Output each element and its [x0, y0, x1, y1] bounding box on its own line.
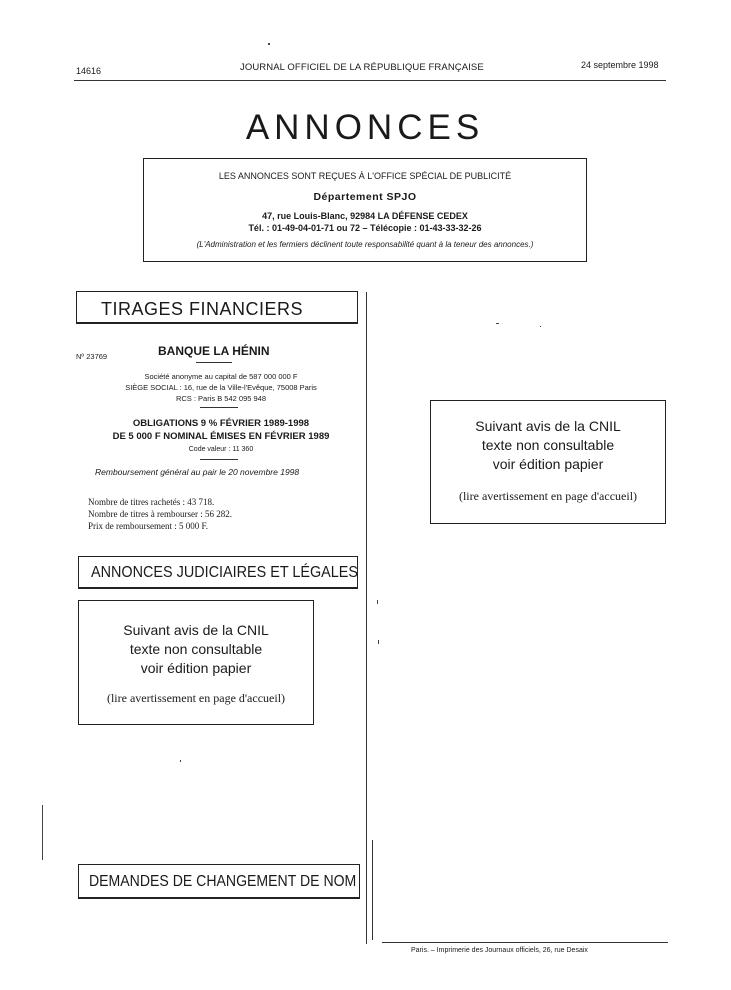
cnil-notice-box	[430, 400, 666, 524]
company-name: BANQUE LA HÉNIN	[158, 344, 270, 358]
cnil-note: (lire avertissement en page d'accueil)	[458, 489, 638, 503]
section-heading-financial	[76, 291, 358, 324]
footer-rule	[382, 942, 668, 943]
journal-title: JOURNAL OFFICIEL DE LA RÉPUBLIQUE FRANÇAISE	[240, 62, 484, 73]
cnil-line: texte non consultable	[481, 437, 615, 453]
issue-date: 24 septembre 1998	[581, 60, 659, 70]
cnil-line: Suivant avis de la CNIL	[123, 622, 269, 638]
separator	[200, 407, 238, 408]
cnil-line: voir édition papier	[492, 456, 604, 472]
stat-bought: Nombre de titres rachetés : 43 718.	[88, 497, 215, 507]
scan-speck	[540, 326, 541, 327]
page-number: 14616	[76, 66, 102, 76]
company-capital: Société anonyme au capital de 587 000 000 F	[144, 372, 298, 381]
stat-to-repay: Nombre de titres à rembourser : 56 282.	[88, 509, 232, 519]
company-rcs: RCS : Paris B 542 095 948	[175, 394, 267, 403]
company-underline	[196, 362, 232, 363]
stat-price: Prix de remboursement : 5 000 F.	[88, 521, 209, 531]
scan-speck	[378, 640, 379, 644]
bonds-code: Code valeur : 11 360	[188, 446, 254, 453]
scan-speck	[377, 600, 378, 604]
scan-speck	[42, 805, 43, 860]
separator	[200, 459, 238, 460]
bonds-title: OBLIGATIONS 9 % FÉVRIER 1989-1998	[132, 418, 310, 429]
scan-speck	[268, 43, 270, 45]
column-divider-right	[372, 840, 373, 940]
scan-speck	[180, 760, 181, 762]
address: 47, rue Louis-Blanc, 92984 LA DÉFENSE CEDEX	[262, 211, 468, 221]
cnil-note: (lire avertissement en page d'accueil)	[106, 691, 286, 705]
section-heading-name-change	[78, 864, 360, 899]
disclaimer: (L'Administration et les fermiers déclinent toute responsabilité quant à la teneur des annonces.)	[196, 240, 534, 249]
cnil-line: texte non consultable	[129, 641, 263, 657]
section-title: ANNONCES JUDICIAIRES ET LÉGALES	[91, 564, 359, 581]
cnil-line: Suivant avis de la CNIL	[475, 418, 621, 434]
department: Département SPJO	[313, 191, 417, 203]
bonds-nominal: DE 5 000 F NOMINAL ÉMISES EN FÉVRIER 1989	[112, 431, 330, 442]
page-title: ANNONCES	[245, 108, 485, 147]
repayment-date: Remboursement général au pair le 20 novembre 1998	[95, 467, 300, 477]
scan-speck	[496, 323, 499, 324]
cnil-line: voir édition papier	[140, 660, 252, 676]
section-title: DEMANDES DE CHANGEMENT DE NOM	[89, 873, 357, 890]
section-heading-judicial	[78, 556, 358, 589]
column-divider	[366, 292, 367, 944]
section-title: TIRAGES FINANCIERS	[101, 299, 304, 319]
header-rule	[74, 80, 666, 81]
company-seat: SIÈGE SOCIAL : 16, rue de la Ville-l'Evêque, 75008 Paris	[125, 383, 317, 392]
phone-fax: Tél. : 01-49-04-01-71 ou 72 – Télécopie : 01-43-33-32-26	[248, 223, 482, 233]
notice-box	[143, 158, 587, 262]
cnil-notice-box	[78, 600, 314, 725]
notice-number: Nº 23769	[76, 352, 108, 361]
printer-credit: Paris. – Imprimerie des Journaux officiels, 26, rue Desaix	[411, 947, 588, 954]
notice-line: LES ANNONCES SONT REÇUES À L'OFFICE SPÉCIAL DE PUBLICITÉ	[218, 171, 512, 181]
